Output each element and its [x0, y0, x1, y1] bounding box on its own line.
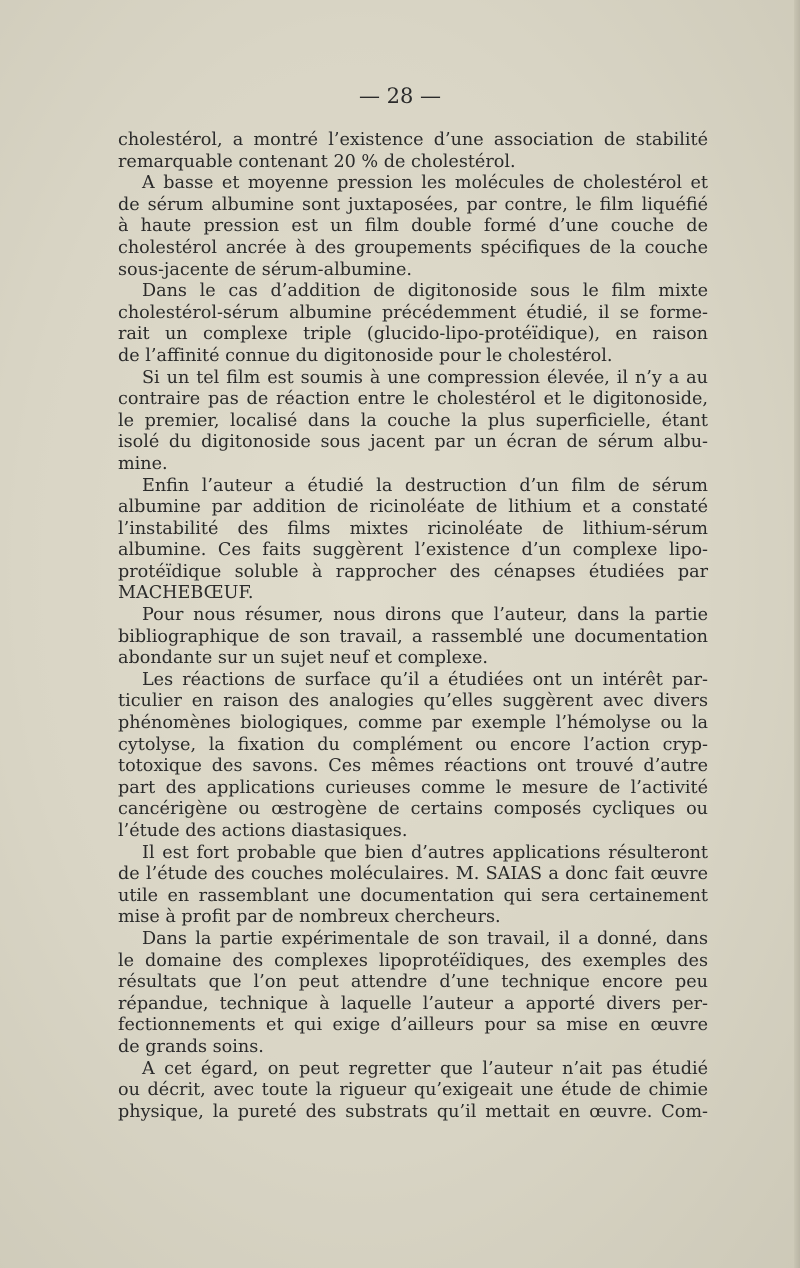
text-line: l’instabilité des films mixtes ricinoléate de lithium-sérum: [118, 518, 708, 539]
text-line: sous-jacente de sérum-albumine.: [118, 259, 412, 280]
page-number: — 28 —: [358, 84, 442, 108]
paragraph: [118, 843, 708, 929]
text-line: de l’affinité connue du digitonoside pour le cholestérol.: [118, 345, 613, 366]
paragraph: [118, 130, 708, 173]
text-line: physique, la pureté des substrats qu’il mettait en œuvre. Com-: [118, 1101, 708, 1122]
text-line: A basse et moyenne pression les molécules de cholestérol et: [142, 173, 708, 194]
text-line: ticulier en raison des analogies qu’elles suggèrent avec divers: [118, 691, 708, 712]
text-line: abondante sur un sujet neuf et complexe.: [118, 648, 488, 669]
text-line: de grands soins.: [118, 1036, 264, 1057]
text-line: contraire pas de réaction entre le cholestérol et le digitonoside,: [118, 389, 708, 410]
text-line: Il est fort probable que bien d’autres applications résulteront: [142, 842, 708, 863]
paragraph: [118, 670, 708, 843]
text-line: albumine par addition de ricinoléate de lithium et a constaté: [118, 497, 708, 518]
text-line: bibliographique de son travail, a rassemblé une documentation: [118, 626, 708, 647]
paragraph: [118, 368, 708, 476]
text-line: le premier, localisé dans la couche la plus superficielle, étant: [118, 410, 708, 431]
text-line: résultats que l’on peut attendre d’une technique encore peu: [118, 972, 708, 993]
text-line: Les réactions de surface qu’il a étudiées ont un intérêt par-: [142, 669, 708, 690]
text-line: Dans le cas d’addition de digitonoside sous le film mixte: [142, 281, 708, 302]
text-line: Dans la partie expérimentale de son travail, il a donné, dans: [142, 928, 708, 949]
text-line: de sérum albumine sont juxtaposées, par contre, le film liquéfié: [118, 194, 708, 215]
paragraph: [118, 476, 708, 606]
text-line: Pour nous résumer, nous dirons que l’auteur, dans la partie: [142, 605, 708, 626]
text-line: de l’étude des couches moléculaires. M. SAIAS a donc fait œuvre: [118, 864, 708, 885]
text-line: cholestérol-sérum albumine précédemment étudié, il se forme-: [118, 302, 708, 323]
paragraph: [118, 929, 708, 1059]
text-line: cholestérol ancrée à des groupements spécifiques de la couche: [118, 237, 708, 258]
text-line: protéïdique soluble à rapprocher des cénapses étudiées par: [118, 561, 708, 582]
text-line: le domaine des complexes lipoprotéïdiques, des exemples des: [118, 950, 708, 971]
paragraph: [118, 605, 708, 670]
body-text: [118, 130, 708, 1123]
text-line: répandue, technique à laquelle l’auteur a apporté divers per-: [118, 993, 708, 1014]
text-line: l’étude des actions diastasiques.: [118, 821, 408, 841]
text-line: albumine. Ces faits suggèrent l’existence d’un complexe lipo-: [118, 540, 708, 561]
paragraph: [118, 1059, 708, 1124]
paragraph: [118, 281, 708, 367]
text-line: phénomènes biologiques, comme par exemple l’hémolyse ou la: [118, 713, 708, 734]
text-line: cancérigène ou œstrogène de certains composés cycliques ou: [118, 799, 708, 820]
text-line: mise à profit par de nombreux chercheurs.: [118, 907, 501, 928]
text-line: MACHEBŒUF.: [118, 583, 254, 604]
text-line: part des applications curieuses comme le mesure de l’activité: [118, 777, 708, 798]
paragraph: [118, 173, 708, 281]
text-line: rait un complexe triple (glucido-lipo-protéïdique), en raison: [118, 324, 708, 345]
text-line: cytolyse, la fixation du complément ou encore l’action cryp-: [118, 734, 708, 755]
text-line: ou décrit, avec toute la rigueur qu’exigeait une étude de chimie: [118, 1080, 708, 1101]
text-line: à haute pression est un film double formé d’une couche de: [118, 216, 708, 237]
text-line: remarquable contenant 20 % de cholestérol.: [118, 151, 516, 172]
text-line: isolé du digitonoside sous jacent par un écran de sérum albu-: [118, 432, 708, 453]
text-line: totoxique des savons. Ces mêmes réactions ont trouvé d’autre: [118, 756, 708, 777]
text-line: Si un tel film est soumis à une compression élevée, il n’y a au: [142, 367, 708, 388]
text-line: mine.: [118, 453, 168, 474]
text-line: A cet égard, on peut regretter que l’auteur n’ait pas étudié: [142, 1058, 708, 1079]
text-line: cholestérol, a montré l’existence d’une association de stabilité: [118, 130, 708, 150]
text-line: fectionnements et qui exige d’ailleurs pour sa mise en œuvre: [118, 1015, 708, 1036]
page-edge-shadow: [794, 0, 800, 1268]
text-line: Enfin l’auteur a étudié la destruction d’un film de sérum: [142, 475, 708, 496]
text-line: utile en rassemblant une documentation qui sera certainement: [118, 885, 708, 906]
